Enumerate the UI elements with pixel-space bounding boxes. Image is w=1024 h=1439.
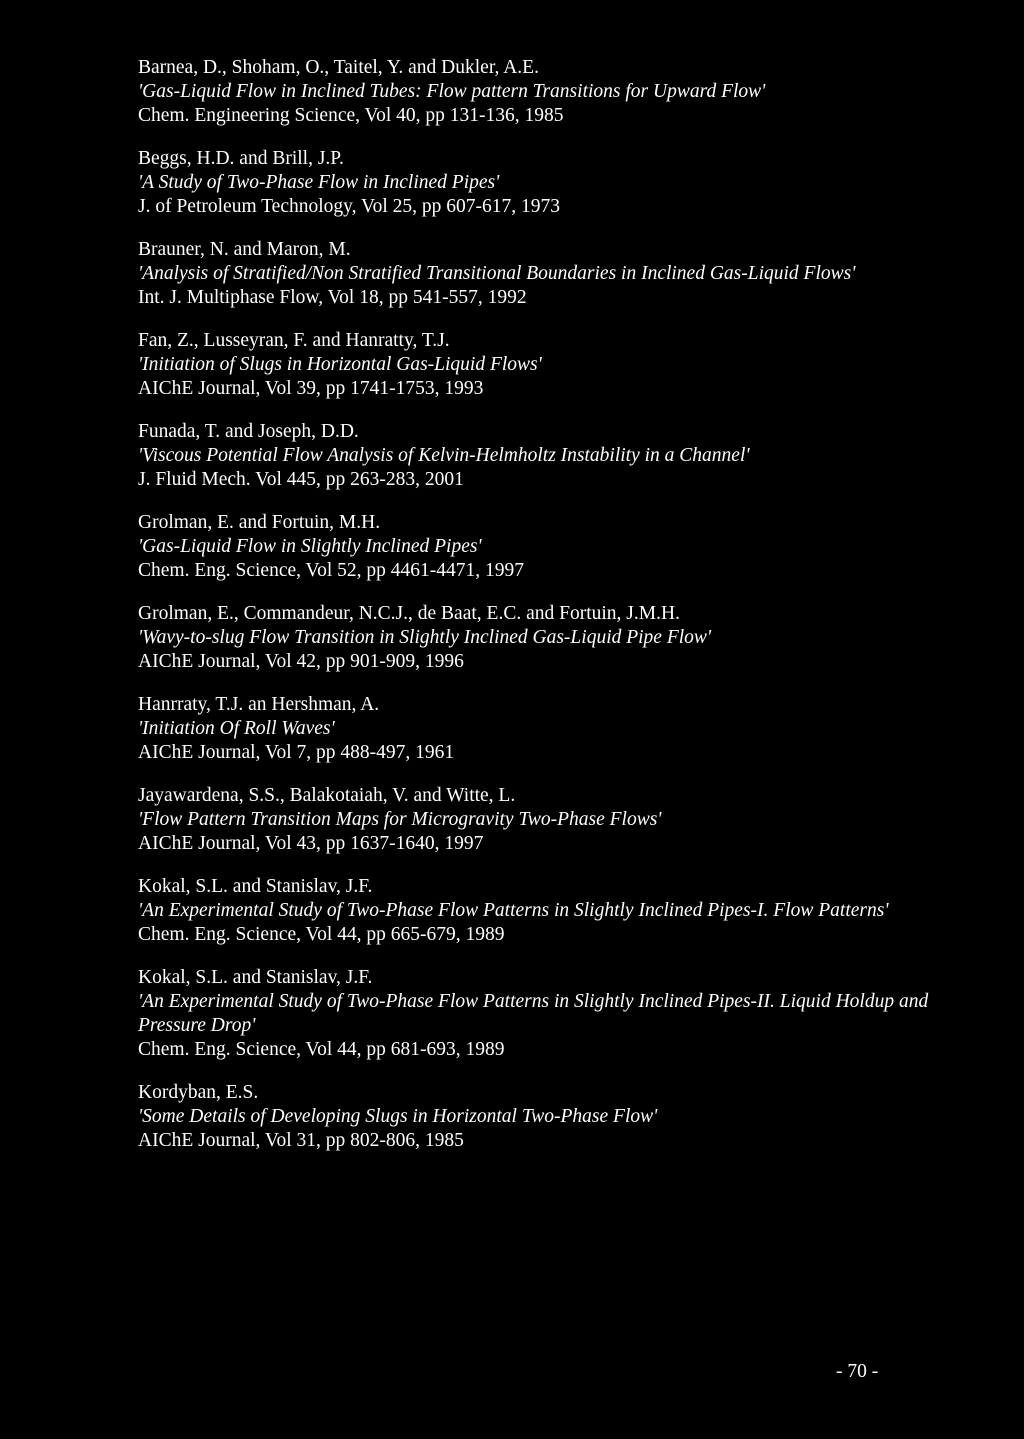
reference-title: 'Initiation of Slugs in Horizontal Gas-Liquid Flows' [138, 354, 542, 375]
reference-source: AIChE Journal, Vol 7, pp 488-497, 1961 [138, 742, 455, 763]
reference-entry [138, 147, 938, 219]
reference-source: AIChE Journal, Vol 42, pp 901-909, 1996 [138, 651, 464, 672]
reference-entry [138, 329, 938, 401]
reference-title: 'Some Details of Developing Slugs in Horizontal Two-Phase Flow' [138, 1106, 658, 1127]
reference-entry [138, 1081, 938, 1153]
reference-authors: Brauner, N. and Maron, M. [138, 239, 351, 260]
reference-entry [138, 602, 938, 674]
reference-title: 'Viscous Potential Flow Analysis of Kelvin-Helmholtz Instability in a Channel' [138, 445, 750, 466]
reference-title: 'An Experimental Study of Two-Phase Flow Patterns in Slightly Inclined Pipes-I. Flow Patterns' [138, 900, 889, 921]
reference-entry [138, 875, 938, 947]
reference-authors: Funada, T. and Joseph, D.D. [138, 421, 359, 442]
reference-source: Chem. Eng. Science, Vol 44, pp 681-693, 1989 [138, 1039, 505, 1060]
reference-entry [138, 966, 938, 1062]
reference-authors: Kordyban, E.S. [138, 1082, 259, 1103]
reference-entry [138, 693, 938, 765]
reference-source: Int. J. Multiphase Flow, Vol 18, pp 541-557, 1992 [138, 287, 527, 308]
reference-authors: Hanrraty, T.J. an Hershman, A. [138, 694, 380, 715]
reference-title: 'Gas-Liquid Flow in Slightly Inclined Pipes' [138, 536, 482, 557]
reference-source: AIChE Journal, Vol 31, pp 802-806, 1985 [138, 1130, 464, 1151]
reference-title: 'Flow Pattern Transition Maps for Microgravity Two-Phase Flows' [138, 809, 662, 830]
reference-authors: Kokal, S.L. and Stanislav, J.F. [138, 967, 373, 988]
reference-entry [138, 238, 938, 310]
reference-source: Chem. Eng. Science, Vol 52, pp 4461-4471, 1997 [138, 560, 525, 581]
reference-entry [138, 511, 938, 583]
reference-entry [138, 56, 938, 128]
reference-title: 'A Study of Two-Phase Flow in Inclined Pipes' [138, 172, 500, 193]
reference-authors: Beggs, H.D. and Brill, J.P. [138, 148, 344, 169]
reference-title: 'Wavy-to-slug Flow Transition in Slightly Inclined Gas-Liquid Pipe Flow' [138, 627, 712, 648]
reference-title: 'Initiation Of Roll Waves' [138, 718, 335, 739]
reference-source: Chem. Eng. Science, Vol 44, pp 665-679, 1989 [138, 924, 505, 945]
reference-authors: Kokal, S.L. and Stanislav, J.F. [138, 876, 373, 897]
page-number: - 70 - [836, 1361, 879, 1382]
reference-source: J. Fluid Mech. Vol 445, pp 263-283, 2001 [138, 469, 464, 490]
reference-authors: Fan, Z., Lusseyran, F. and Hanratty, T.J. [138, 330, 450, 351]
reference-authors: Jayawardena, S.S., Balakotaiah, V. and Witte, L. [138, 785, 516, 806]
reference-title: 'An Experimental Study of Two-Phase Flow Patterns in Slightly Inclined Pipes-II. Liquid Holdup and Pressure Drop' [138, 991, 929, 1036]
reference-entry [138, 784, 938, 856]
reference-title: 'Gas-Liquid Flow in Inclined Tubes: Flow pattern Transitions for Upward Flow' [138, 81, 766, 102]
reference-authors: Barnea, D., Shoham, O., Taitel, Y. and Dukler, A.E. [138, 57, 539, 78]
reference-title: 'Analysis of Stratified/Non Stratified Transitional Boundaries in Inclined Gas-Liquid Flows' [138, 263, 856, 284]
reference-source: Chem. Engineering Science, Vol 40, pp 131-136, 1985 [138, 105, 564, 126]
reference-entry [138, 420, 938, 492]
reference-authors: Grolman, E. and Fortuin, M.H. [138, 512, 381, 533]
reference-source: AIChE Journal, Vol 39, pp 1741-1753, 1993 [138, 378, 484, 399]
reference-source: AIChE Journal, Vol 43, pp 1637-1640, 1997 [138, 833, 484, 854]
reference-authors: Grolman, E., Commandeur, N.C.J., de Baat, E.C. and Fortuin, J.M.H. [138, 603, 680, 624]
reference-list [138, 56, 938, 1172]
reference-source: J. of Petroleum Technology, Vol 25, pp 607-617, 1973 [138, 196, 561, 217]
